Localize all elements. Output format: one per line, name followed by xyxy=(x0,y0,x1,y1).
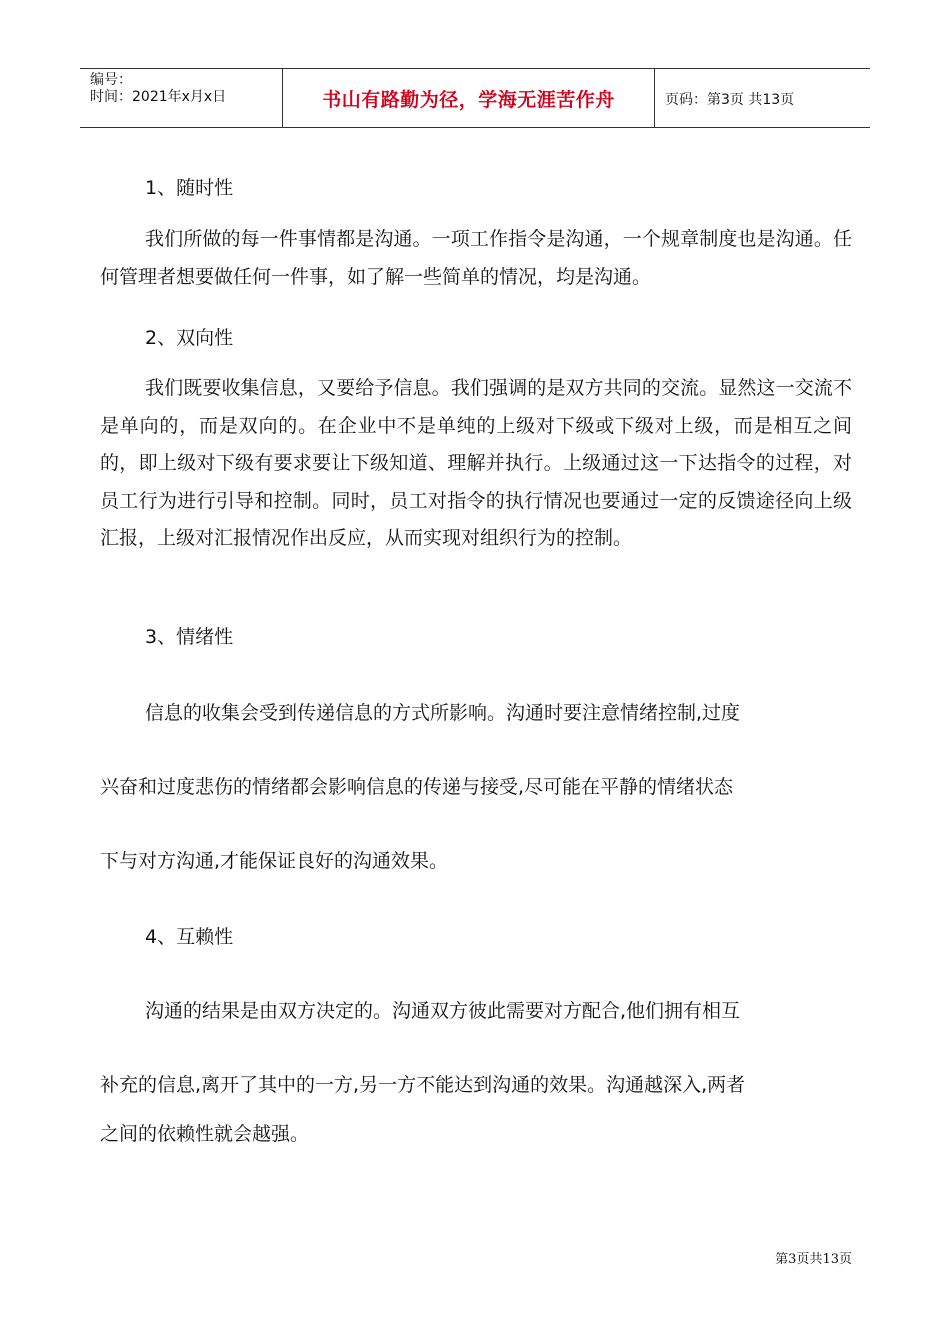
number-label: 编号： xyxy=(90,72,132,88)
date-line: 时间：2021年x月x日 xyxy=(90,89,227,105)
section-heading-1: 1、随时性 xyxy=(145,177,234,199)
section-paragraph-2: 我们既要收集信息，又要给予信息。我们强调的是双方共同的交流。显然这一交流不是单向的，而是双向的。在企业中不是单纯的上级对下级或下级对上级，而是相互之间的，即上级对下级有要求要让下级知道、理解并执行。上级通过这一下达指令的过程，对员工行为进行引导和控制。同时，员工对指令的执行情况也要通过一定的反馈途径向上级汇报，上级对汇报情况作出反应，从而实现对组织行为的控制。 xyxy=(100,377,852,549)
section-line-3-2: 兴奋和过度悲伤的情绪都会影响信息的传递与接受,尽可能在平静的情绪状态 xyxy=(100,776,734,798)
header-meta-cell xyxy=(80,69,282,128)
section-line-4-3: 之间的依赖性就会越强。 xyxy=(100,1123,310,1145)
header-motto-cell xyxy=(282,69,655,128)
footer-page-number: 第3页共13页 xyxy=(775,1252,852,1267)
section-heading-3: 3、情绪性 xyxy=(145,626,234,648)
section-paragraph-1: 我们所做的每一件事情都是沟通。一项工作指令是沟通，一个规章制度也是沟通。任何管理者想要做任何一件事，如了解一些简单的情况，均是沟通。 xyxy=(100,228,852,288)
document-header xyxy=(80,68,870,128)
section-line-4-1: 沟通的结果是由双方决定的。沟通双方彼此需要对方配合,他们拥有相互 xyxy=(145,1000,741,1022)
section-heading-2: 2、双向性 xyxy=(145,327,234,349)
motto-text: 书山有路勤为径，学海无涯苦作舟 xyxy=(322,89,615,111)
section-line-3-3: 下与对方沟通,才能保证良好的沟通效果。 xyxy=(100,850,449,872)
header-page-info: 页码：第3页 共13页 xyxy=(665,91,795,108)
header-page-cell xyxy=(655,69,870,128)
section-line-4-2: 补充的信息,离开了其中的一方,另一方不能达到沟通的效果。沟通越深入,两者 xyxy=(100,1074,746,1096)
section-heading-4: 4、互赖性 xyxy=(145,926,234,948)
section-line-3-1: 信息的收集会受到传递信息的方式所影响。沟通时要注意情绪控制,过度 xyxy=(145,702,741,724)
